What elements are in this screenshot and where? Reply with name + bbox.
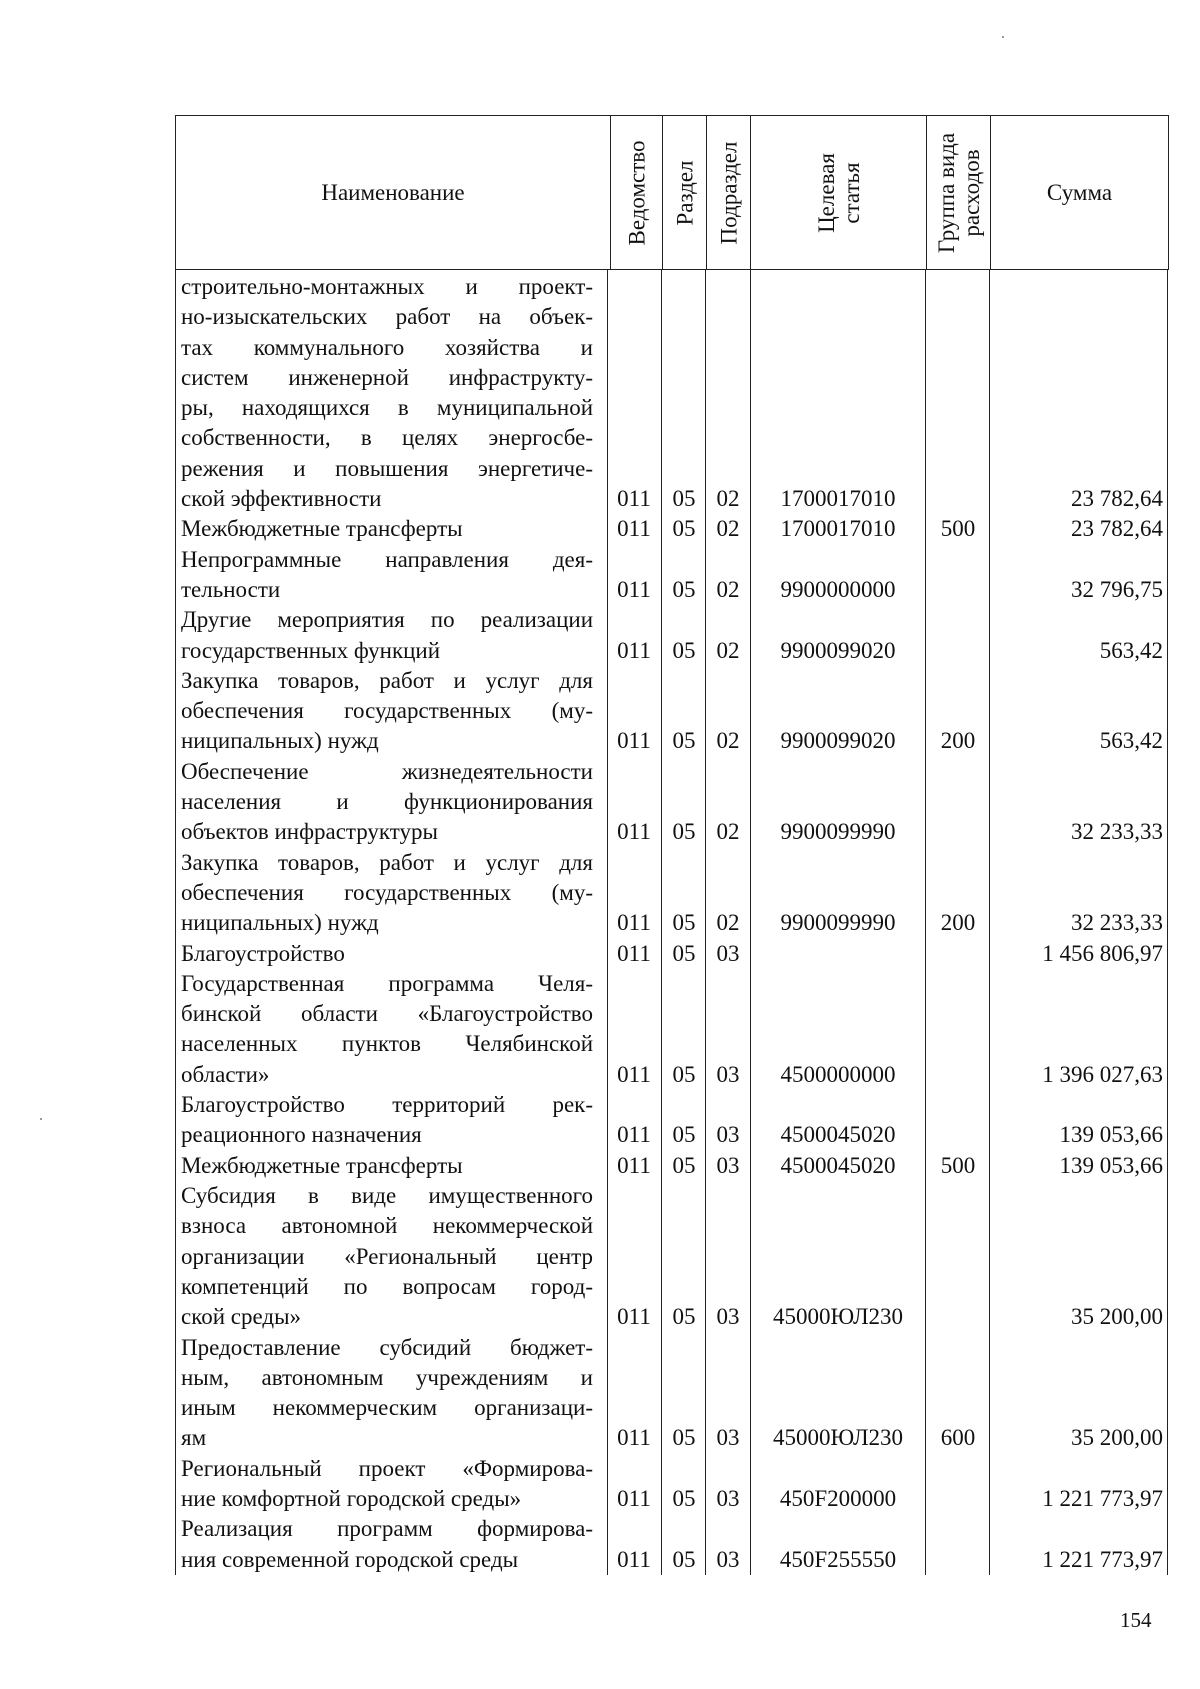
header-celevaya-line-1: Целевая: [813, 152, 839, 233]
row-vedomstvo: 011: [617, 728, 651, 754]
row-gruppa: 500: [940, 1152, 976, 1178]
header-gruppa-line-2: расходов: [958, 148, 984, 237]
row-name-line: тельности: [181, 576, 281, 602]
row-name-line: Обеспечение жизнедеятельности: [181, 758, 593, 784]
row-razdel: 05: [672, 516, 696, 542]
table-row: [175, 1151, 1169, 1181]
row-name-line: государственных функций: [181, 637, 441, 663]
row-name-line: Другие мероприятия по реализации: [181, 607, 593, 633]
header-vedomstvo: Ведомство: [624, 139, 649, 246]
table-row: [175, 514, 1169, 544]
row-celevaya-statya: 9900099990: [780, 819, 896, 845]
row-summa: 563,42: [1099, 637, 1163, 663]
row-name-line: ниципальных) нужд: [181, 728, 379, 754]
row-name: [181, 1181, 593, 1332]
row-vedomstvo: 011: [617, 1485, 651, 1511]
header-summa: Сумма: [1046, 179, 1113, 205]
header-razdel: Раздел: [672, 159, 697, 226]
row-name-line: Закупка товаров, работ и услуг для: [181, 849, 593, 875]
row-name-line: систем инженерной инфраструкту-: [181, 364, 593, 390]
row-razdel: 05: [672, 637, 696, 663]
row-celevaya-statya: 45000ЮЛ230: [772, 1304, 904, 1330]
row-name-line: объектов инфраструктуры: [181, 819, 438, 845]
row-name: [181, 1090, 593, 1151]
row-name-line: иным некоммерческим организаци-: [181, 1395, 593, 1421]
row-celevaya-statya: 9900099020: [780, 637, 896, 663]
row-name-line: тах коммунального хозяйства и: [181, 334, 593, 360]
table-row: [175, 272, 1169, 514]
row-podrazdel: 03: [716, 1304, 740, 1330]
row-celevaya-statya: 4500045020: [780, 1152, 896, 1178]
row-name-line: ние комфортной городской среды»: [181, 1485, 522, 1511]
row-vedomstvo: 011: [617, 940, 651, 966]
row-vedomstvo: 011: [617, 1546, 651, 1572]
row-name-line: ской эффективности: [181, 486, 382, 512]
row-vedomstvo: 011: [617, 576, 651, 602]
row-celevaya-statya: 450F255550: [779, 1546, 897, 1572]
row-razdel: 05: [672, 728, 696, 754]
row-vedomstvo: 011: [617, 1304, 651, 1330]
row-name-line: взноса автономной некоммерческой: [181, 1213, 593, 1239]
row-name: [181, 848, 593, 939]
header-celevaya-line-2: статья: [838, 161, 864, 224]
scan-speck: [40, 1118, 42, 1120]
row-podrazdel: 02: [716, 486, 740, 512]
row-name-line: ния современной городской среды: [181, 1546, 519, 1572]
row-summa: 35 200,00: [1071, 1304, 1163, 1330]
row-podrazdel: 03: [716, 1152, 740, 1178]
row-razdel: 05: [672, 486, 696, 512]
header-celevaya-cell: [750, 116, 926, 269]
header-name-cell: [176, 116, 610, 269]
table-row: [175, 757, 1169, 848]
row-name-line: ры, находящихся в муниципальной: [181, 395, 593, 421]
row-razdel: 05: [672, 1152, 696, 1178]
row-name-line: Благоустройство: [181, 940, 345, 966]
table-row: [175, 848, 1169, 939]
row-name-line: компетенций по вопросам город-: [181, 1273, 593, 1299]
row-name: [181, 1333, 593, 1454]
row-name-line: организации «Региональный центр: [181, 1243, 593, 1269]
row-summa: 139 053,66: [1059, 1152, 1163, 1178]
row-summa: 139 053,66: [1059, 1122, 1163, 1148]
row-celevaya-statya: 9900099990: [780, 910, 896, 936]
row-name-line: Предоставление субсидий бюджет-: [181, 1334, 593, 1360]
row-summa: 32 233,33: [1071, 910, 1163, 936]
header-gruppa-line-1: Группа вида: [933, 132, 959, 253]
row-name-line: бинской области «Благоустройство: [181, 1001, 593, 1027]
row-celevaya-statya: 45000ЮЛ230: [772, 1425, 904, 1451]
row-name-line: строительно-монтажных и проект-: [181, 274, 593, 299]
row-summa: 23 782,64: [1071, 516, 1163, 542]
row-name-line: ным, автономным учреждениям и: [181, 1364, 593, 1390]
header-summa-cell: [990, 116, 1168, 269]
row-podrazdel: 03: [716, 1122, 740, 1148]
row-gruppa: 500: [940, 516, 976, 542]
table-row: [175, 666, 1169, 757]
row-name-line: Региональный проект «Формирова-: [181, 1455, 593, 1481]
row-name-line: Благоустройство территорий рек-: [181, 1092, 593, 1118]
row-podrazdel: 03: [716, 1485, 740, 1511]
row-vedomstvo: 011: [617, 1061, 651, 1087]
row-name: [181, 1151, 593, 1181]
row-vedomstvo: 011: [617, 486, 651, 512]
row-name: [181, 514, 593, 544]
row-podrazdel: 02: [716, 728, 740, 754]
row-name-line: реационного назначения: [181, 1122, 422, 1148]
row-name-line: населенных пунктов Челябинской: [181, 1031, 593, 1057]
table-row: [175, 545, 1169, 606]
row-summa: 1 221 773,97: [1042, 1485, 1163, 1511]
row-summa: 23 782,64: [1071, 486, 1163, 512]
table-row: [175, 1333, 1169, 1454]
row-podrazdel: 03: [716, 940, 740, 966]
row-gruppa: 600: [940, 1425, 976, 1451]
row-vedomstvo: 011: [617, 819, 651, 845]
row-summa: 1 396 027,63: [1042, 1061, 1163, 1087]
row-summa: 32 796,75: [1071, 576, 1163, 602]
row-vedomstvo: 011: [617, 516, 651, 542]
row-name: [181, 272, 593, 514]
row-razdel: 05: [672, 1546, 696, 1572]
row-gruppa: 200: [940, 910, 976, 936]
row-summa: 563,42: [1099, 728, 1163, 754]
row-name: [181, 757, 593, 848]
row-name-line: Субсидия в виде имущественного: [181, 1183, 593, 1208]
row-name: [181, 1514, 593, 1575]
row-name-line: Межбюджетные трансферты: [181, 1152, 463, 1178]
row-name: [181, 1454, 593, 1515]
row-vedomstvo: 011: [617, 1122, 651, 1148]
row-podrazdel: 02: [716, 637, 740, 663]
row-razdel: 05: [672, 940, 696, 966]
row-summa: 32 233,33: [1071, 819, 1163, 845]
row-summa: 1 456 806,97: [1042, 940, 1163, 966]
header-gruppa-cell: [926, 116, 990, 269]
row-razdel: 05: [672, 1061, 696, 1087]
table-row: [175, 1454, 1169, 1515]
table-row: [175, 939, 1169, 969]
row-celevaya-statya: 9900000000: [780, 576, 896, 602]
row-podrazdel: 03: [716, 1425, 740, 1451]
row-name-line: населения и функционирования: [181, 789, 593, 815]
header-podrazdel-cell: [706, 116, 750, 269]
row-podrazdel: 02: [716, 516, 740, 542]
row-name-line: Государственная программа Челя-: [181, 970, 593, 996]
row-razdel: 05: [672, 1304, 696, 1330]
row-name-line: Межбюджетные трансферты: [181, 516, 463, 542]
row-celevaya-statya: 1700017010: [780, 486, 896, 512]
table-row: [175, 969, 1169, 1090]
row-name-line: обеспечения государственных (му-: [181, 879, 593, 905]
table-row: [175, 1181, 1169, 1333]
row-name-line: Реализация программ формирова-: [181, 1516, 593, 1542]
header-razdel-cell: [662, 116, 706, 269]
row-summa: 1 221 773,97: [1042, 1546, 1163, 1572]
row-celevaya-statya: 4500045020: [780, 1122, 896, 1148]
row-podrazdel: 03: [716, 1061, 740, 1087]
row-celevaya-statya: 450F200000: [779, 1485, 897, 1511]
row-name: [181, 666, 593, 757]
row-name: [181, 969, 593, 1090]
table-row: [175, 605, 1169, 666]
row-name-line: собственности, в целях энергосбе-: [181, 425, 593, 451]
row-razdel: 05: [672, 1122, 696, 1148]
row-vedomstvo: 011: [617, 1152, 651, 1178]
row-name-line: ям: [181, 1425, 207, 1451]
row-podrazdel: 02: [716, 576, 740, 602]
header-name: Наименование: [321, 179, 465, 205]
row-name: [181, 605, 593, 666]
row-name-line: Закупка товаров, работ и услуг для: [181, 667, 593, 693]
row-razdel: 05: [672, 576, 696, 602]
row-name-line: ниципальных) нужд: [181, 910, 379, 936]
header-vedomstvo-cell: [610, 116, 662, 269]
table-body: [175, 270, 1169, 1575]
scan-speck: [1002, 36, 1004, 38]
header-celevaya: [814, 153, 864, 233]
row-razdel: 05: [672, 1485, 696, 1511]
row-name-line: но-изыскательских работ на объек-: [181, 304, 593, 330]
row-name: [181, 939, 593, 969]
row-podrazdel: 02: [716, 910, 740, 936]
row-podrazdel: 03: [716, 1546, 740, 1572]
table-row: [175, 1090, 1169, 1151]
header-gruppa: [934, 132, 984, 252]
row-razdel: 05: [672, 910, 696, 936]
row-celevaya-statya: 9900099020: [780, 728, 896, 754]
row-name-line: ской среды»: [181, 1304, 302, 1330]
row-name-line: Непрограммные направления дея-: [181, 546, 593, 572]
table-header: [175, 115, 1169, 270]
row-razdel: 05: [672, 1425, 696, 1451]
row-gruppa: 200: [940, 728, 976, 754]
page-number: 154: [1120, 1608, 1152, 1632]
row-name-line: обеспечения государственных (му-: [181, 698, 593, 724]
table-row: [175, 1514, 1169, 1575]
row-name-line: режения и повышения энергетиче-: [181, 455, 593, 481]
row-name: [181, 545, 593, 606]
row-razdel: 05: [672, 819, 696, 845]
row-podrazdel: 02: [716, 819, 740, 845]
row-vedomstvo: 011: [617, 910, 651, 936]
row-summa: 35 200,00: [1071, 1425, 1163, 1451]
row-vedomstvo: 011: [617, 637, 651, 663]
row-name-line: области»: [181, 1061, 270, 1087]
row-vedomstvo: 011: [617, 1425, 651, 1451]
header-podrazdel: Подраздел: [716, 141, 741, 244]
row-celevaya-statya: 1700017010: [780, 516, 896, 542]
row-celevaya-statya: 4500000000: [780, 1061, 896, 1087]
